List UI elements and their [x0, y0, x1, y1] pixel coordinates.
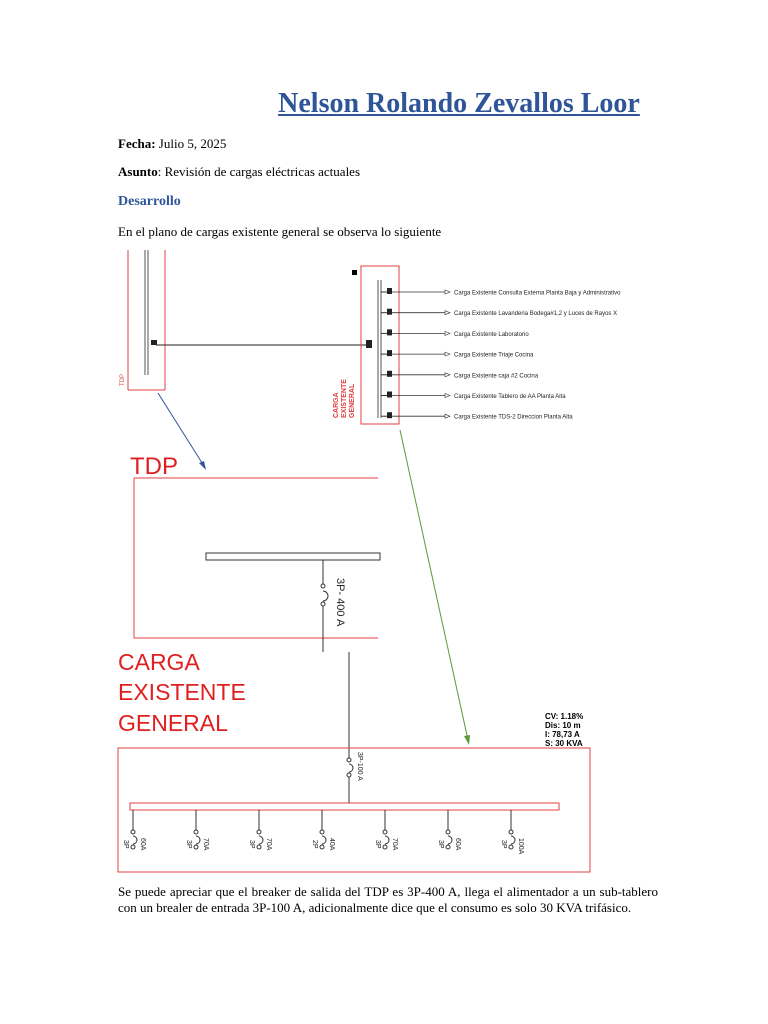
branch-amp-label: 60A	[139, 838, 146, 851]
load-row	[381, 392, 566, 401]
load-label: Carga Existente Triaje Cocina	[454, 352, 534, 359]
branch-amp-label: 60A	[454, 838, 461, 851]
carga-small-label-3: GENERAL	[349, 383, 356, 418]
branch-poles-label: 3P	[374, 840, 381, 849]
branch-breakers	[122, 810, 524, 855]
marker-square	[352, 270, 357, 275]
svg-text:CARGA EXISTENTE GE	[333, 377, 356, 418]
load-row	[381, 309, 617, 318]
branch-breaker	[185, 810, 209, 851]
branch-amp-label: 100A	[517, 838, 524, 855]
intro-paragraph: En el plano de cargas existente general se observa lo siguiente	[118, 224, 442, 239]
branch-poles-label: 3P	[248, 840, 255, 849]
carga-small-label-1: CARGA	[333, 392, 340, 418]
branch-breaker	[437, 810, 461, 851]
tdp-small-label: TDP	[120, 374, 126, 386]
load-label: Carga Existente Laboratorio	[454, 331, 529, 338]
main-breaker-label: 3P-100 A	[356, 752, 363, 781]
branch-amp-label: 70A	[265, 838, 272, 851]
branch-poles-label: 3P	[185, 840, 192, 849]
load-label: Carga Existente caja #2 Cocina	[454, 373, 539, 380]
asunto-label: Asunto	[118, 164, 158, 179]
carga-big-label: CARGA EXISTENTE GENERAL	[118, 649, 246, 736]
branch-breaker	[311, 810, 335, 851]
load-label: Carga Existente Consulta Externa Planta Baja y Administrativo	[454, 290, 621, 297]
carga-small-label-2: EXISTENTE	[341, 379, 348, 418]
load-label: Carga Existente TDS-2 Direccion Planta Alta	[454, 414, 573, 421]
tdp-big-panel	[134, 478, 380, 652]
fecha-value: Julio 5, 2025	[158, 136, 227, 151]
document-title: Nelson Rolando Zevallos Loor	[278, 88, 640, 119]
load-label: Carga Existente Tablero de AA Planta Alta	[454, 394, 566, 400]
branch-poles-label: 3P	[500, 840, 507, 849]
load-row	[381, 350, 534, 359]
branch-poles-label: 3P	[122, 840, 129, 849]
branch-poles-label: 3P	[437, 840, 444, 849]
branch-breaker	[122, 810, 146, 851]
fecha-label: Fecha:	[118, 136, 156, 151]
tdp-small-panel	[120, 250, 165, 390]
load-row	[381, 371, 539, 380]
load-label: Carga Existente Lavanderia Bodega#1,2 y Luces de Rayos X	[454, 311, 618, 318]
tdp-big-label: TDP	[130, 453, 178, 480]
feeder-specs: CV: 1.18% Dis: 10 m I: 78,73 A S: 30 KVA	[545, 712, 584, 748]
branch-amp-label: 70A	[202, 838, 209, 851]
load-row	[381, 412, 573, 421]
asunto-value: : Revisión de cargas eléctricas actuales	[157, 164, 361, 179]
conclusion-paragraph: Se puede apreciar que el breaker de salida del TDP es 3P-400 A, llega el alimentador a un sub-tablero con un brealer de entrada 3P-100 A, adicionalmente dice que el consumo es solo 30 KVA trifásico.	[118, 884, 658, 915]
tdp-breaker-label: 3P- 400 A	[334, 578, 346, 627]
load-row	[381, 329, 529, 338]
branch-breaker	[248, 810, 272, 851]
branch-breaker	[500, 810, 524, 855]
load-row	[381, 288, 621, 297]
branch-poles-label: 2P	[311, 840, 318, 849]
section-heading: Desarrollo	[118, 194, 181, 209]
branch-amp-label: 70A	[391, 838, 398, 851]
branch-breaker	[374, 810, 398, 851]
load-list	[381, 288, 621, 421]
branch-amp-label: 40A	[328, 838, 335, 851]
carga-arrow	[400, 430, 468, 740]
